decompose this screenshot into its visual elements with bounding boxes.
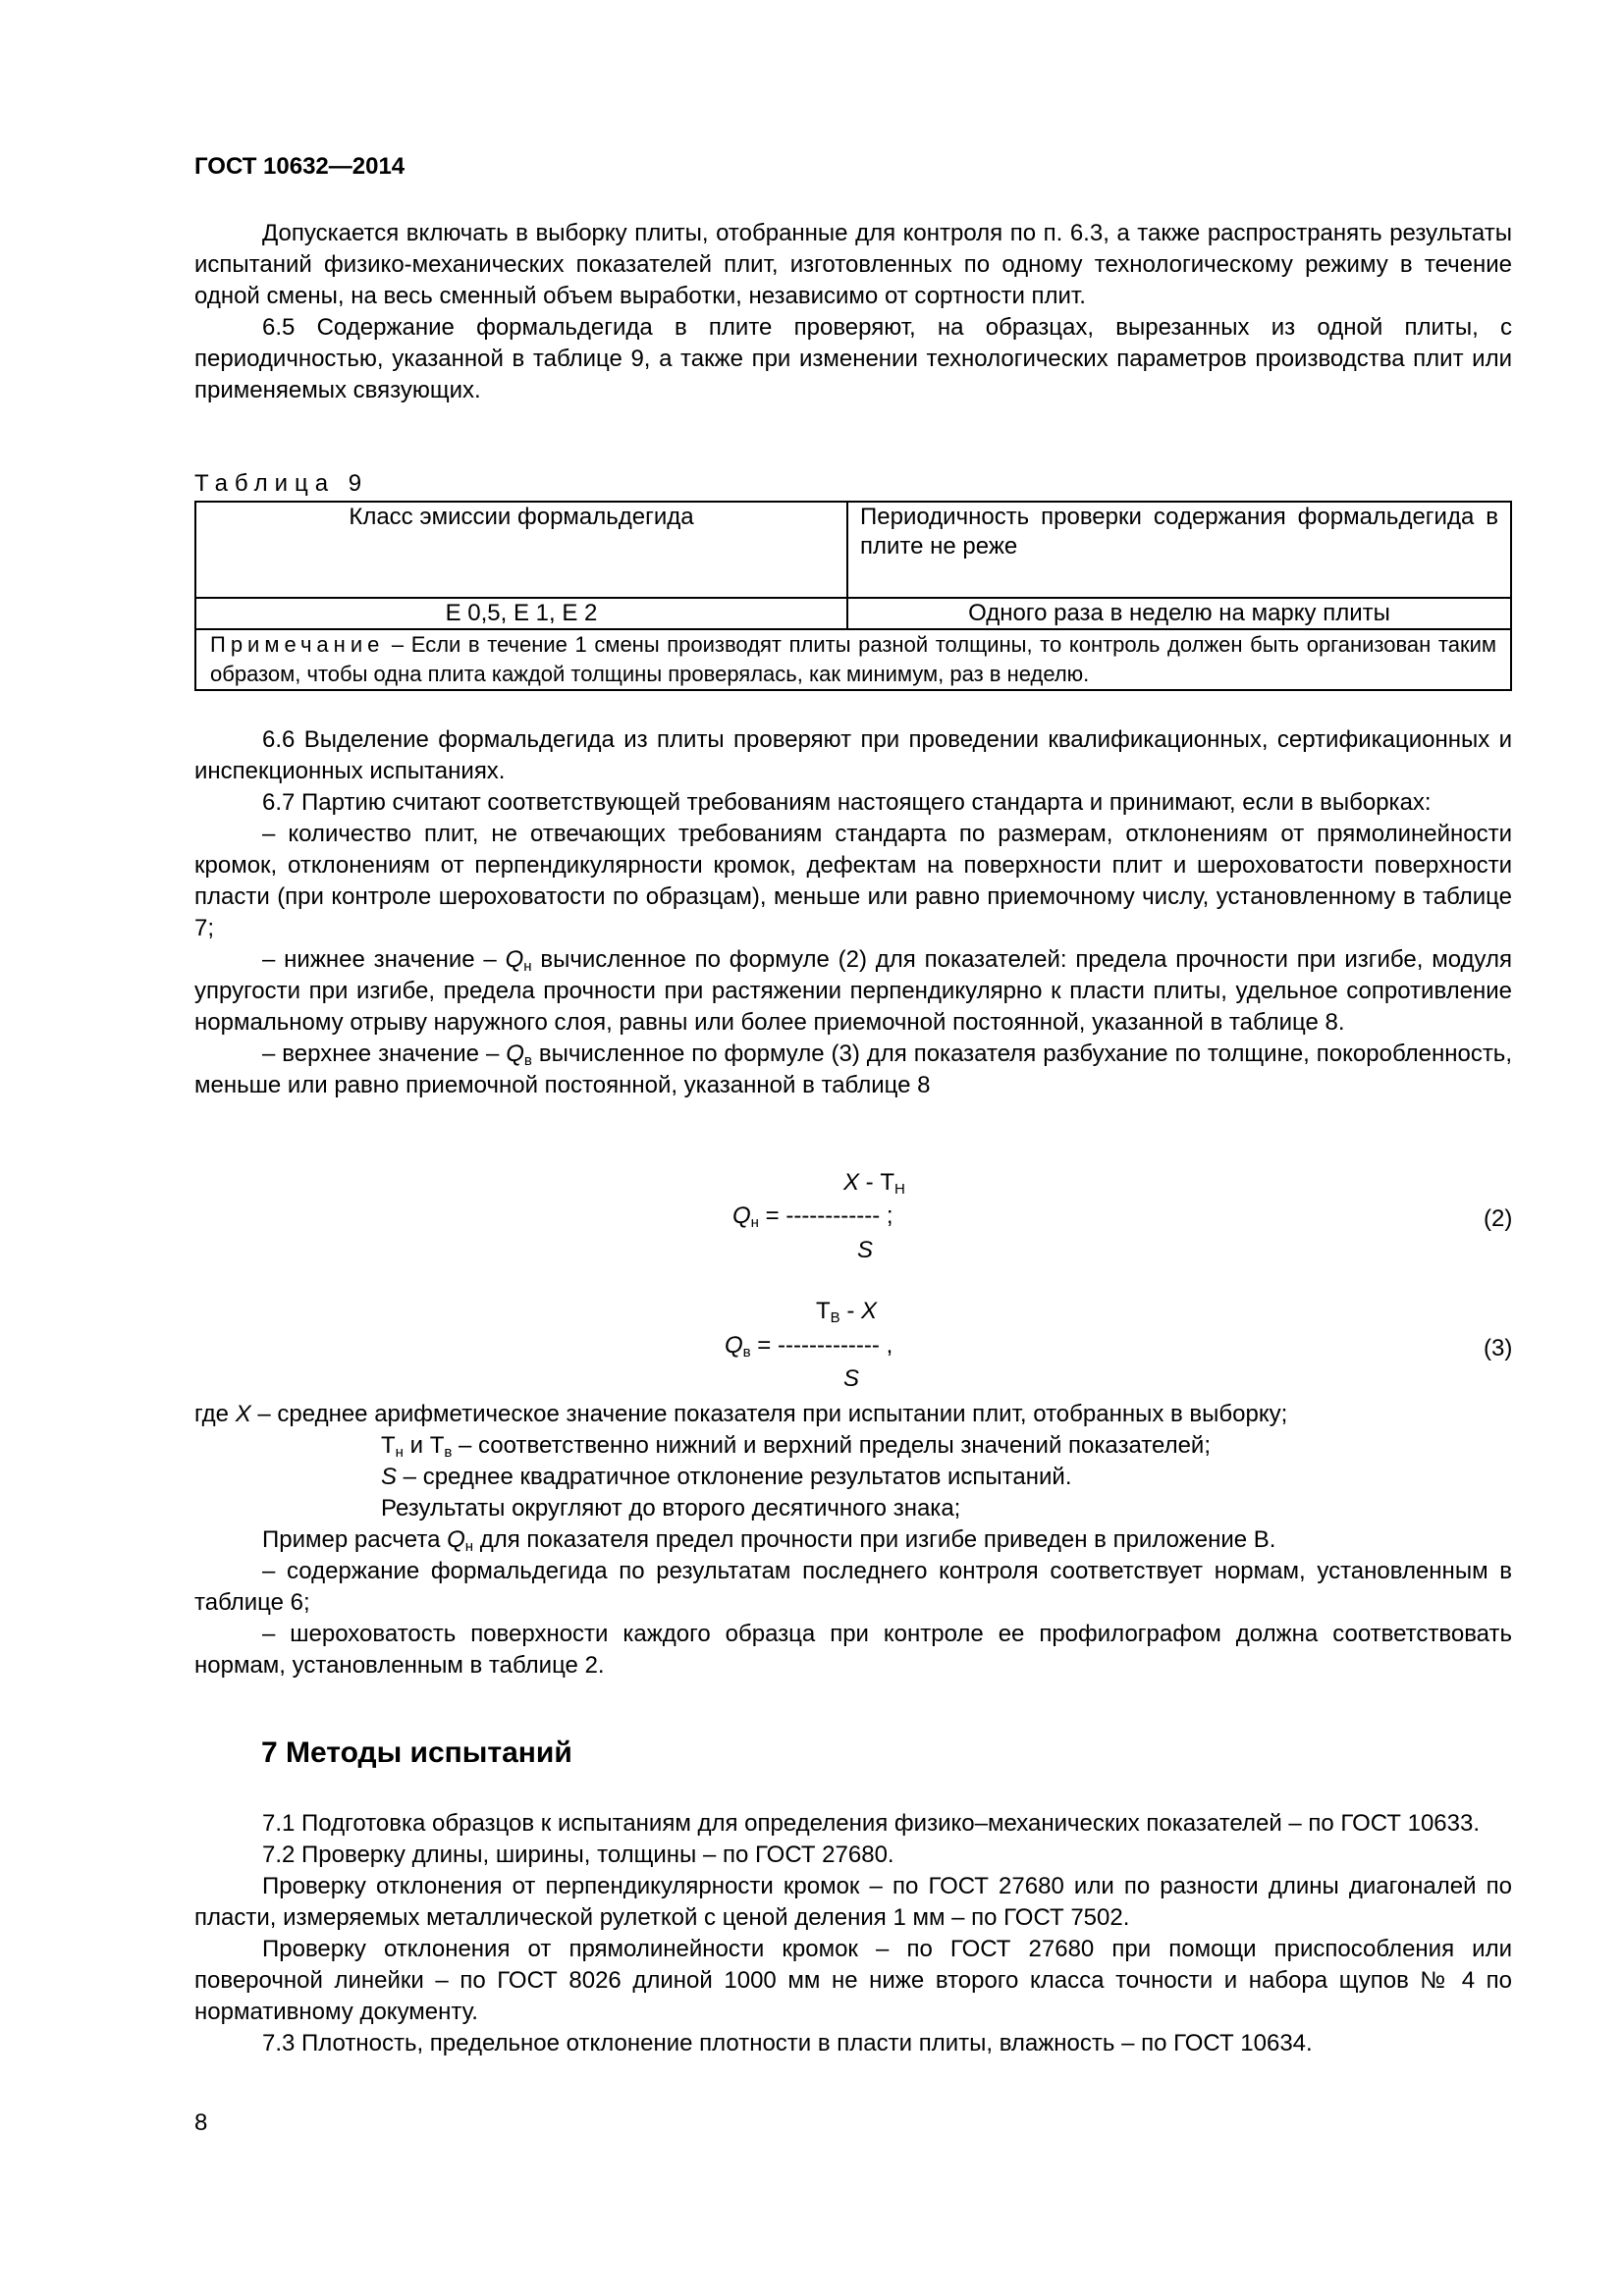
paragraph-7-2: 7.2 Проверку длины, ширины, толщины – по ГОСТ 27680. <box>262 1842 894 1868</box>
formula-3-number: (3) <box>1484 1335 1513 1362</box>
dash-item-formaldehyde: – содержание формальдегида по результатам последнего контроля соответствует нормам, установленным в таблице 6; <box>194 1558 1512 1616</box>
example-reference: Пример расчета $Q_н$ для показателя предел прочности при изгибе приведен в приложение В. <box>262 1526 1276 1555</box>
formula-2-line: $Q_н$ = ------------ ; <box>732 1202 893 1231</box>
table-9-caption: Таблица 9 <box>194 470 369 497</box>
table-cell-frequency: Одного раза в неделю на марку плиты <box>847 598 1511 629</box>
definition-t: $Т_н$ и $Т_в$ – соответственно нижний и верхний пределы значений показателей; <box>381 1432 1211 1461</box>
table-note-row <box>195 629 1511 690</box>
note-label: Примечание <box>210 632 385 657</box>
acceptance-text <box>194 724 1512 1101</box>
section-7-text <box>194 1808 1512 2059</box>
section-7-title: 7 Методы испытаний <box>261 1736 572 1769</box>
table-cell-class: Е 0,5, Е 1, Е 2 <box>195 598 847 629</box>
dash-item-upper-value: – верхнее значение – $Q_в$ вычисленное по формуле (3) для показателя разбухание по толщине, покоробленность, меньше или равно приемочной постоянной, указанной в таблице 8 <box>194 1041 1512 1098</box>
table-row <box>195 598 1511 629</box>
paragraph-6-6: 6.6 Выделение формальдегида из плиты проверяют при проведении квалификационных, сертификационных и инспекционных испытаниях. <box>194 726 1512 784</box>
paragraph-6-7: 6.7 Партию считают соответствующей требованиям настоящего стандарта и принимают, если в выборках: <box>262 789 1432 816</box>
note-text: – Если в течение 1 смены производят плиты разной толщины, то контроль должен быть организован таким образом, чтобы одна плита каждой толщины проверялась, как минимум, раз в неделю. <box>210 632 1496 686</box>
paragraph-7-2-perpendicularity: Проверку отклонения от перпендикулярности кромок – по ГОСТ 27680 или по разности длины диагоналей по пласти, измеряемых металлической рулеткой с ценой деления 1 мм – по ГОСТ 7502. <box>194 1873 1512 1931</box>
dash-item-dimensions: – количество плит, не отвечающих требованиям стандарта по размерам, отклонениям от прямолинейности кромок, отклонениям от перпендикулярности кромок, дефектам на поверхности плит и шероховатости поверхности пласти (при контроле шероховатости по образцам), меньше или равно приемочному числу, установленному в таблице 7; <box>194 821 1512 941</box>
definitions-text <box>194 1399 1512 1682</box>
table-9 <box>194 501 1512 691</box>
page-number: 8 <box>194 2109 208 2136</box>
formula-3-line: $Q_в$ = ------------- , <box>725 1332 893 1361</box>
table-header-row <box>195 502 1511 598</box>
formula-2-numerator: X - $Т_Н$ <box>843 1169 905 1198</box>
paragraph-6-5: 6.5 Содержание формальдегида в плите проверяют, на образцах, вырезанных из одной плиты, с периодичностью, указанной в таблице 9, а также при изменении технологических параметров производства плит или применяемых связующих. <box>194 314 1512 403</box>
paragraph-7-3: 7.3 Плотность, предельное отклонение плотности в пласти плиты, влажность – по ГОСТ 10634. <box>262 2030 1313 2056</box>
dash-item-lower-value: – нижнее значение – $Q_н$ вычисленное по формуле (2) для показателей: предела прочности при изгибе, модуля упругости при изгибе, предела прочности при растяжении перпендикулярно к пласти плиты, удельное сопротивление нормальному отрыву наружного слоя, равны или более приемочной постоянной, указанной в таблице 8. <box>194 946 1512 1036</box>
formula-2-denominator: S <box>857 1237 874 1263</box>
intro-text <box>194 218 1512 406</box>
rounding-note: Результаты округляют до второго десятичного знака; <box>381 1495 961 1522</box>
table-header-emission-class: Класс эмиссии формальдегида <box>195 502 847 598</box>
formula-3-numerator: $Т_В$ - X <box>816 1298 878 1326</box>
paragraph-sample-inclusion: Допускается включать в выборку плиты, отобранные для контроля по п. 6.3, а также распространять результаты испытаний физико-механических показателей плит, изготовленных по одному технологическому режиму в течение одной смены, на весь сменный объем выработки, независимо от сортности плит. <box>194 220 1512 309</box>
dash-item-roughness: – шероховатость поверхности каждого образца при контроле ее профилографом должна соответствовать нормам, установленным в таблице 2. <box>194 1621 1512 1679</box>
paragraph-7-1: 7.1 Подготовка образцов к испытаниям для определения физико–механических показателей – по ГОСТ 10633. <box>262 1810 1481 1837</box>
table-header-frequency: Периодичность проверки содержания формальдегида в плите не реже <box>847 502 1511 598</box>
definition-s: S – среднее квадратичное отклонение результатов испытаний. <box>381 1464 1072 1490</box>
paragraph-7-2-straightness: Проверку отклонения от прямолинейности кромок – по ГОСТ 27680 при помощи приспособления или поверочной линейки – по ГОСТ 8026 длиной 1000 мм не ниже второго класса точности и набора щупов № 4 по нормативному документу. <box>194 1936 1512 2025</box>
formula-3-denominator: S <box>843 1365 860 1392</box>
formula-2-number: (2) <box>1484 1205 1513 1232</box>
table-note <box>195 629 1511 690</box>
document-header: ГОСТ 10632—2014 <box>194 153 406 180</box>
definition-x: где X – среднее арифметическое значение показателя при испытании плит, отобранных в выборку; <box>194 1401 1288 1427</box>
